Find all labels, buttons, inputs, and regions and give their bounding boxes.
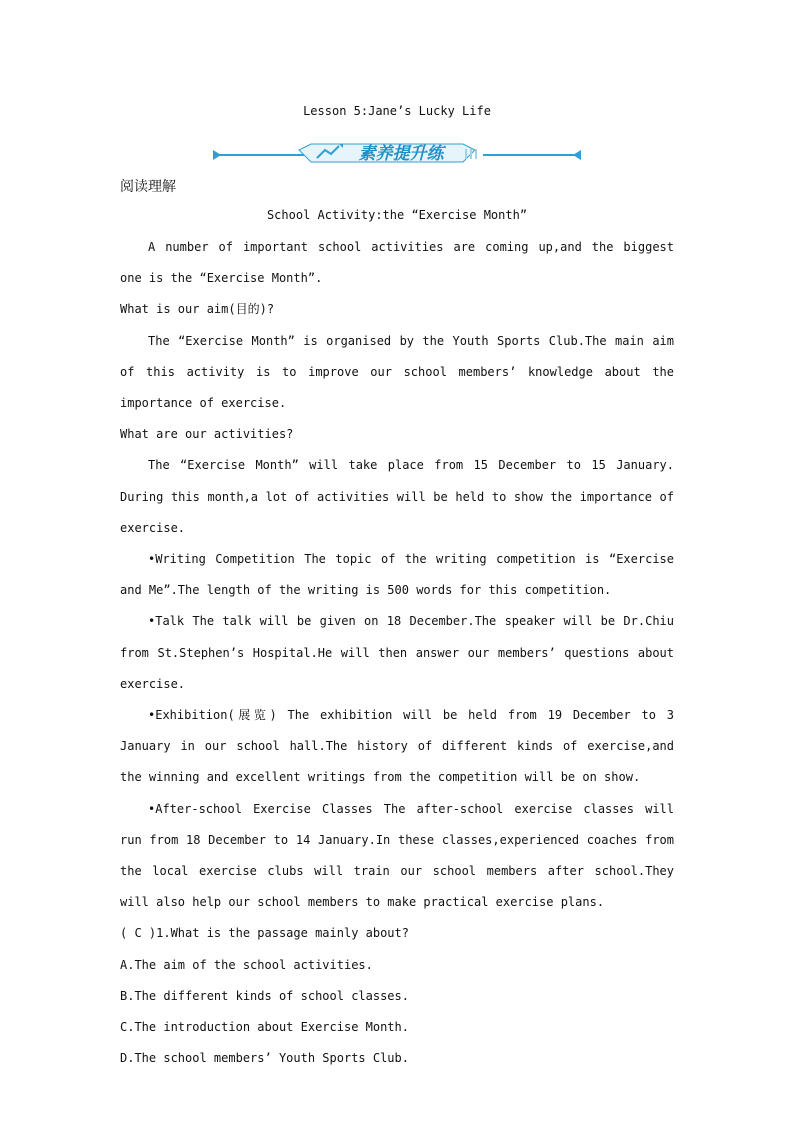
question-stem: ( C )1.What is the passage mainly about? (120, 926, 409, 941)
passage-title: School Activity:the “Exercise Month” (266, 208, 528, 222)
banner-right-line (483, 154, 579, 156)
heading-aim: What is our aim(目的)? (120, 302, 275, 317)
paragraph-aim: The “Exercise Month” is organised by the Youth Sports Club.The main aim of this activity is to improve our school members’ knowledge about the importance of exercise. (120, 333, 674, 411)
option-a: A.The aim of the school activities. (120, 957, 373, 972)
paragraph-intro: A number of important school activities are coming up,and the biggest one is the “Exercise Month”. (120, 240, 674, 286)
lesson-title: Lesson 5:Jane’s Lucky Life (303, 104, 491, 118)
banner-left-line (215, 154, 311, 156)
banner-stripes-icon (465, 149, 477, 159)
section-banner (213, 136, 581, 164)
item-after-school-classes: •After-school Exercise Classes The after-school exercise classes will run from 18 December to 14 January.In these classes,experienced coaches from the local exercise clubs will train our school members after school.They will also help our school members to make practical exercise plans. (120, 801, 674, 910)
section-label: 阅读理解 (120, 179, 176, 195)
passage-body (120, 232, 674, 1074)
option-d: D.The school members’ Youth Sports Club. (120, 1051, 409, 1066)
option-b: B.The different kinds of school classes. (120, 988, 409, 1003)
item-exhibition: •Exhibition(展览) The exhibition will be held from 19 December to 3 January in our school hall.The history of different kinds of exercise,and the winning and excellent writings from the competition will be on show. (120, 708, 674, 785)
heading-activities: What are our activities? (120, 427, 294, 442)
banner-left-arrow (213, 150, 221, 160)
banner-right-arrow (573, 150, 581, 160)
banner-text: 素养提升练 (358, 144, 444, 164)
option-c: C.The introduction about Exercise Month. (120, 1020, 409, 1035)
paragraph-activities: The “Exercise Month” will take place from 15 December to 15 January. During this month,a lot of activities will be held to show the importance of exercise. (120, 458, 674, 535)
item-talk: •Talk The talk will be given on 18 December.The speaker will be Dr.Chiu from St.Stephen’s Hospital.He will then answer our members’ questions about exercise. (120, 614, 674, 691)
item-writing-competition: •Writing Competition The topic of the writing competition is “Exercise and Me”.The length of the writing is 500 words for this competition. (120, 552, 674, 598)
